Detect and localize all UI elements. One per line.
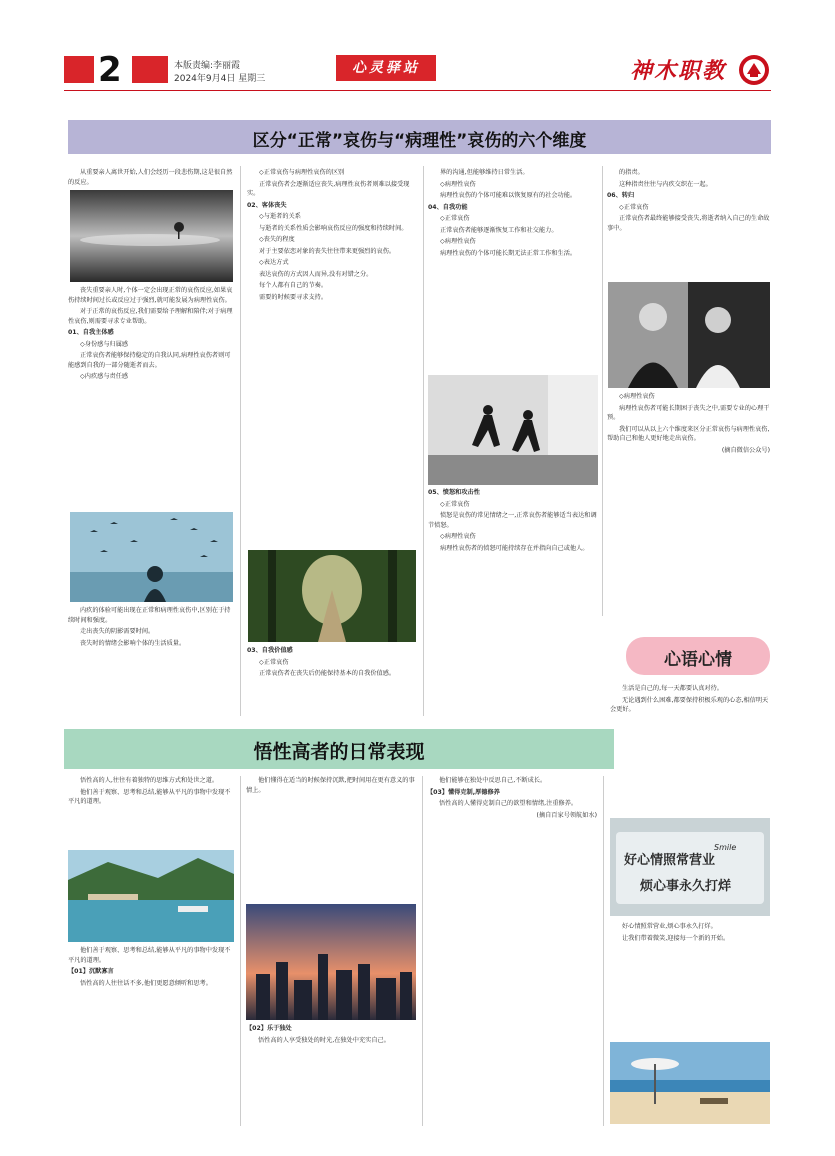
sign-line-1: 好心情照常营业	[624, 853, 716, 868]
article2-col3	[427, 776, 597, 1126]
paragraph: ◇内疚感与责任感	[80, 373, 129, 380]
paragraph: 他们能够在独处中反思自己,不断成长。	[439, 777, 547, 784]
paragraph: 对于主要依恋对象的丧失往往带来更强烈的哀伤。	[259, 247, 396, 255]
column-divider	[603, 776, 604, 1126]
paragraph: 无论遇到什么困难,都要保持积极乐观的心态,相信明天会更好。	[610, 696, 769, 713]
paragraph: ◇正常哀伤	[440, 215, 470, 222]
subheading: 05、愤怒和攻击性	[428, 489, 480, 496]
article2-credit: (摘自百家号领航如水)	[536, 811, 597, 819]
paragraph: 丧失重要亲人时,个体一定会出现正常的哀伤反应,如果哀伤持续时间过长或反应过于强烈,就可能发展为病理性哀伤。	[68, 287, 233, 304]
subheading: 【03】懂得克制,厚德修养	[427, 788, 500, 796]
article1-title: 区分“正常”哀伤与“病理性”哀伤的六个维度	[252, 131, 587, 151]
article1-banner	[68, 120, 771, 154]
article1-col2-tail	[247, 646, 417, 718]
paragraph: ◇丧失的程度	[259, 236, 295, 243]
paragraph: 从重要亲人离世开始,人们会经历一段悲伤期,这是很自然的反应。	[68, 169, 233, 186]
subheading: 06、转归	[607, 192, 635, 199]
subheading: 03、自我价值感	[247, 647, 293, 654]
paragraph: ◇正常哀伤	[259, 658, 289, 666]
paragraph: 悟性高的人往往话不多,他们更愿意倾听和思考。	[80, 979, 212, 987]
paragraph: 这种指责往往与内疚交织在一起。	[619, 180, 712, 188]
column-divider	[423, 166, 424, 716]
header-red-block-2	[132, 56, 168, 83]
column-divider	[422, 776, 423, 1126]
subheading: 01、自我主体感	[68, 329, 114, 336]
birds-silhouette-image	[70, 512, 233, 602]
article1-col1-intro	[68, 168, 233, 186]
paper-name: 神木职教	[630, 58, 727, 84]
paragraph: 病理性哀伤者的愤怒可能持续存在并指向自己或他人。	[440, 544, 589, 552]
two-people-bw-image	[608, 282, 770, 388]
header-rule	[64, 90, 771, 91]
paragraph: ◇正常哀伤	[619, 203, 649, 211]
article1-col3-tail	[428, 488, 598, 718]
paragraph: 好心情照常营业,烦心事永久打烊。	[622, 923, 717, 930]
paragraph: 界的沟通,但能够维持日常生活。	[440, 169, 529, 176]
forest-path-image	[248, 550, 416, 642]
paragraph: 表达哀伤的方式因人而异,没有对错之分。	[259, 270, 373, 278]
heart-text-top	[610, 684, 770, 814]
paragraph: 对于正常的哀伤反应,我们需要给予理解和陪伴;对于病理性哀伤,则需要寻求专业帮助。	[68, 308, 233, 325]
lake-village-image	[68, 850, 234, 942]
paragraph: 他们善于观察、思考和总结,能够从平凡的事物中发现不平凡的道理。	[68, 788, 231, 805]
column-divider	[240, 166, 241, 716]
article2-col1	[68, 776, 234, 848]
article1-col1-tail	[68, 606, 233, 716]
paragraph: 病理性哀伤的个体可能长期无法正常工作和生活。	[440, 249, 577, 257]
header-red-block	[64, 56, 94, 83]
article2-col2-tail	[246, 1024, 416, 1126]
column-divider	[602, 166, 603, 616]
page-number: 2	[98, 50, 122, 90]
paragraph: 正常哀伤者能够保持稳定的自我认同,病理性哀伤者则可能感到自我的一部分随逝者而去。	[68, 352, 231, 369]
paragraph: 走出丧失的阴影需要时间。	[80, 628, 155, 635]
article2-banner	[64, 729, 614, 769]
editor-credit: 本版责编:李丽霞	[174, 61, 241, 71]
good-mood-sign-image	[610, 818, 770, 916]
paragraph: ◇病理性哀伤	[440, 180, 476, 188]
issue-date: 2024年9月4日 星期三	[174, 74, 266, 84]
article2-title: 悟性高者的日常表现	[253, 741, 425, 763]
paragraph: 需要的时候要寻求支持。	[259, 293, 328, 301]
article2-col1-tail	[68, 946, 234, 1126]
paragraph: ◇正常哀伤	[440, 500, 470, 508]
paragraph: 悟性高的人享受独处的时光,在独处中充实自己。	[258, 1036, 390, 1044]
article1-col3	[428, 168, 598, 373]
paragraph: ◇与逝者的关系	[259, 213, 301, 220]
article1-col1	[68, 286, 233, 511]
article2-col2	[246, 776, 416, 901]
column-badge: 心灵驿站	[336, 55, 436, 81]
article1-col2	[247, 168, 417, 548]
beach-image	[610, 1042, 770, 1124]
paragraph: 他们善于观察、思考和总结,能够从平凡的事物中发现不平凡的道理。	[68, 947, 231, 964]
paragraph: 悟性高的人懂得克制自己的欲望和情绪,注重修养。	[439, 800, 578, 807]
heart-title: 心语心情	[664, 650, 732, 670]
sign-smile: Smile	[714, 843, 737, 852]
article1-col4	[607, 168, 770, 278]
paragraph: 正常哀伤者在丧失后仍能保持基本的自我价值感。	[259, 670, 396, 677]
column-divider	[240, 776, 241, 1126]
subheading: 04、自我功能	[428, 203, 468, 211]
paragraph: ◇病理性哀伤	[440, 533, 476, 540]
paragraph: 让我们带着微笑,迎接每一个新的开始。	[622, 934, 730, 942]
paragraph: ◇正常哀伤与病理性哀伤的区别	[259, 169, 345, 176]
paragraph: 正常哀伤者最终能够接受丧失,将逝者纳入自己的生命故事中。	[607, 215, 770, 232]
subheading: 【02】乐于独处	[246, 1025, 292, 1032]
subheading: 02、客体丧失	[247, 201, 287, 209]
article1-col4-tail	[607, 392, 770, 617]
paragraph: 正常哀伤者会逐渐适应丧失,病理性哀伤者则难以接受现实。	[247, 180, 410, 197]
paragraph: 每个人都有自己的节奏。	[259, 282, 328, 289]
paragraph: 内疚的体验可能出现在正常和病理性哀伤中,区别在于持续时间和强度。	[68, 607, 231, 624]
heart-text-bottom	[610, 922, 770, 1042]
paragraph: 他们懂得在适当的时候保持沉默,把时间用在更有意义的事情上。	[246, 777, 415, 794]
sign-line-2: 烦心事永久打烊	[640, 879, 732, 894]
paragraph: ◇病理性哀伤	[440, 238, 476, 245]
paragraph: 生活是自己的,每一天都要认真对待。	[622, 685, 723, 692]
subheading: 【01】沉默寡言	[68, 968, 114, 975]
heart-banner	[626, 637, 770, 675]
paragraph: 正常哀伤者能够逐渐恢复工作和社交能力。	[440, 226, 558, 234]
city-sunset-image	[246, 904, 416, 1020]
paragraph: ◇表达方式	[259, 259, 289, 266]
paragraph: 与逝者的关系性质会影响哀伤反应的强度和持续时间。	[259, 224, 408, 232]
paragraph: 病理性哀伤的个体可能难以恢复原有的社会功能。	[440, 192, 577, 199]
paragraph: 愤怒是哀伤的常见情绪之一,正常哀伤者能够适当表达和调节愤怒。	[428, 512, 597, 529]
paragraph: 病理性哀伤者可能长期困于丧失之中,需要专业的心理干预。	[607, 404, 770, 421]
paragraph: 丧失时的情绪会影响个体的生活质量。	[80, 639, 186, 647]
article1-credit: (摘自微信公众号)	[721, 446, 770, 454]
paragraph: ◇身份感与归属感	[80, 340, 129, 348]
school-logo-icon	[738, 54, 770, 86]
paragraph: 我们可以从以上六个维度来区分正常哀伤与病理性哀伤,帮助自己和他人更好地走出哀伤。	[607, 425, 770, 442]
paragraph: ◇病理性哀伤	[619, 393, 655, 400]
paragraph: 的指责。	[619, 169, 644, 176]
misty-tree-image	[70, 190, 233, 282]
dancers-image	[428, 375, 598, 485]
paragraph: 悟性高的人,往往有着独特的思维方式和处世之道。	[80, 777, 219, 784]
